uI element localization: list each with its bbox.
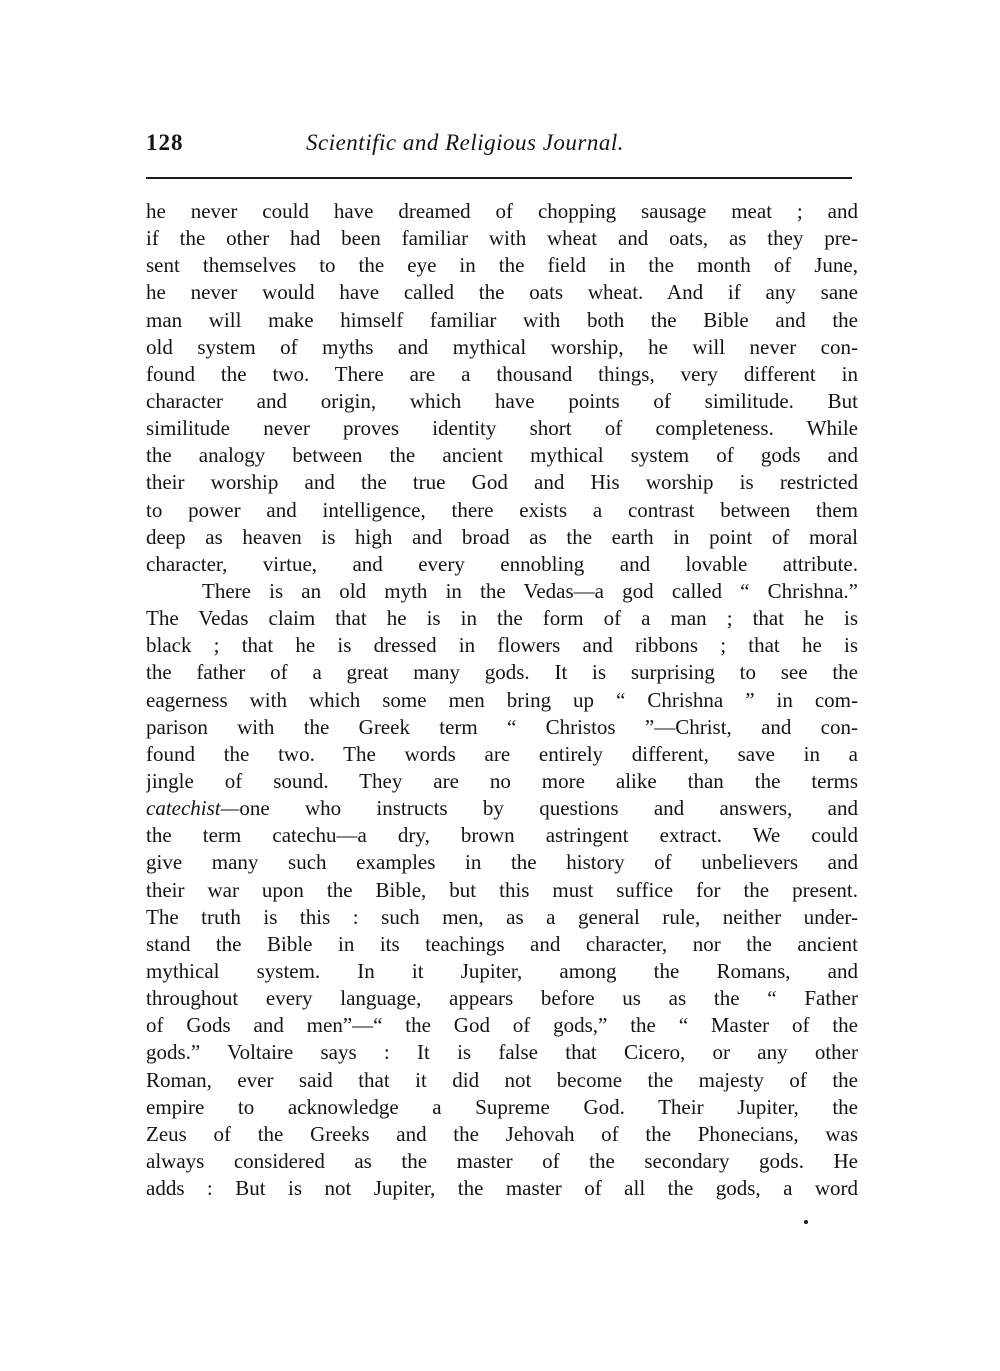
ink-speck (804, 1220, 808, 1224)
body-text (146, 198, 858, 1202)
text-line: gods.” Voltaire says : It is false that Cicero, or any other (146, 1040, 858, 1065)
text-line-rest: one who instructs by questions and answers, and (239, 796, 858, 821)
text-line: character and origin, which have points of similitude. But (146, 388, 858, 413)
text-line: their war upon the Bible, but this must suffice for the present. (146, 877, 858, 902)
text-line: if the other had been familiar with wheat and oats, as they pre- (146, 226, 858, 251)
page-number: 128 (146, 130, 184, 155)
text-line: black ; that he is dressed in flowers and ribbons ; that he is (146, 633, 858, 658)
text-line: found the two. The words are entirely different, save in a (146, 741, 858, 766)
text-line: Roman, ever said that it did not become the majesty of the (146, 1067, 858, 1092)
text-line: The Vedas claim that he is in the form of a man ; that he is (146, 606, 858, 631)
text-line: the term catechu—a dry, brown astringent extract. We could (146, 823, 858, 848)
text-line: similitude never proves identity short of completeness. While (146, 416, 858, 441)
text-line: There is an old myth in the Vedas—a god called “ Chrishna.” (202, 578, 858, 603)
text-line: of Gods and men”—“ the God of gods,” the “ Master of the (146, 1013, 858, 1038)
text-line: sent themselves to the eye in the field in the month of June, (146, 253, 858, 278)
text-line: old system of myths and mythical worship, he will never con- (146, 334, 858, 359)
text-line: their worship and the true God and His worship is restricted (146, 470, 858, 495)
text-line: give many such examples in the history of unbelievers and (146, 850, 858, 875)
text-line: the analogy between the ancient mythical system of gods and (146, 443, 858, 468)
text-line: Zeus of the Greeks and the Jehovah of the Phonecians, was (146, 1121, 858, 1146)
page-header (146, 130, 852, 162)
text-line: man will make himself familiar with both the Bible and the (146, 307, 858, 332)
text-line: adds : But is not Jupiter, the master of all the gods, a word (146, 1176, 858, 1201)
text-line: throughout every language, appears before us as the “ Father (146, 986, 858, 1011)
text-line: to power and intelligence, there exists a contrast between them (146, 497, 858, 522)
text-line: always considered as the master of the secondary gods. He (146, 1148, 858, 1173)
text-line: mythical system. In it Jupiter, among the Romans, and (146, 958, 858, 983)
text-line: empire to acknowledge a Supreme God. Their Jupiter, the (146, 1094, 858, 1119)
text-line: parison with the Greek term “ Christos ”—Christ, and con- (146, 714, 858, 739)
text-line: found the two. There are a thousand things, very different in (146, 361, 858, 386)
text-line: the father of a great many gods. It is surprising to see the (146, 660, 858, 685)
text-line: eagerness with which some men bring up “ Chrishna ” in com- (146, 687, 858, 712)
text-line: stand the Bible in its teachings and character, nor the ancient (146, 931, 858, 956)
text-line: he never could have dreamed of chopping sausage meat ; and (146, 199, 858, 223)
text-line: deep as heaven is high and broad as the earth in point of moral (146, 524, 858, 549)
text-line (146, 795, 858, 822)
text-line: The truth is this : such men, as a general rule, neither under- (146, 904, 858, 929)
italic-term: catechist— (146, 796, 240, 821)
header-rule (146, 177, 852, 179)
text-line: character, virtue, and every ennobling and lovable attribute. (146, 551, 858, 576)
text-line: jingle of sound. They are no more alike than the terms (146, 768, 858, 793)
running-title: Scientific and Religious Journal. (306, 130, 625, 155)
text-line: he never would have called the oats wheat. And if any sane (146, 280, 858, 305)
